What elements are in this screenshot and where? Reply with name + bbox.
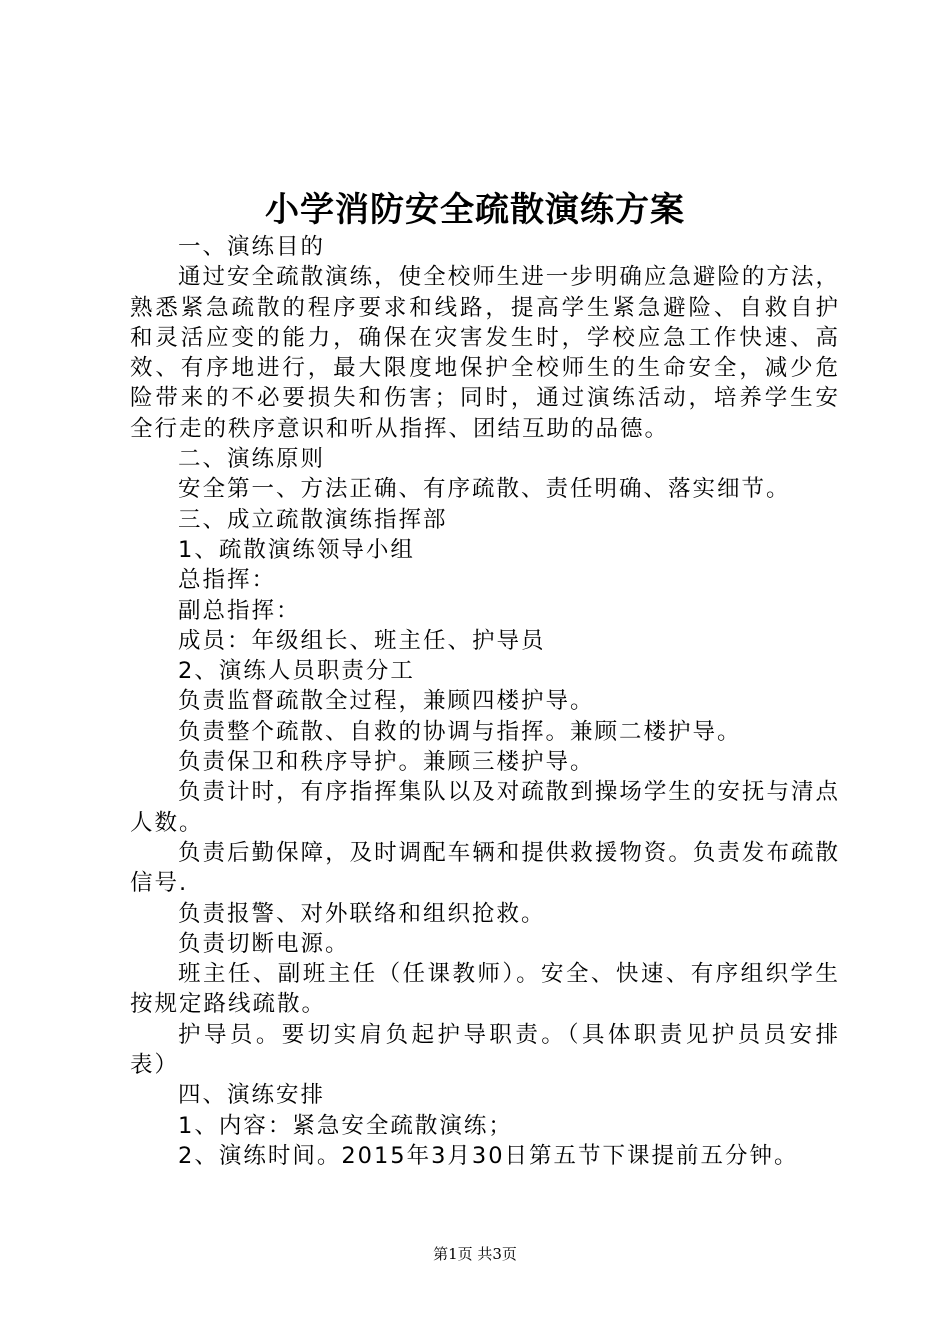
duty-item: 负责切断电源。 [178,930,350,957]
line-deputy-commander: 副总指挥： [178,597,301,624]
document-body [130,232,840,1171]
subheading-duties: 2、演练人员职责分工 [178,658,415,685]
arrangement-time: 2、演练时间。2015年3月30日第五节下课提前五分钟。 [178,1142,799,1169]
section-heading-command: 三、成立疏散演练指挥部 [178,506,448,533]
line-chief-commander: 总指挥： [178,567,277,594]
duty-item: 护导员。要切实肩负起护导职责。（具体职责见护员员安排表） [130,1021,840,1079]
section-heading-arrangement: 四、演练安排 [178,1082,326,1109]
section-heading-purpose: 一、演练目的 [178,234,326,260]
duty-item: 负责保卫和秩序导护。兼顾三楼护导。 [178,749,595,776]
duty-item: 负责后勤保障，及时调配车辆和提供救援物资。负责发布疏散信号. [130,839,840,897]
line-members: 成员：年级组长、班主任、护导员 [178,627,546,654]
duty-item: 负责整个疏散、自救的协调与指挥。兼顾二楼护导。 [178,718,742,745]
paragraph-principles: 安全第一、方法正确、有序疏散、责任明确、落实细节。 [178,476,791,503]
duty-item: 负责计时，有序指挥集队以及对疏散到操场学生的安抚与清点人数。 [130,779,840,836]
duty-item: 负责报警、对外联络和组织抢救。 [178,900,546,927]
arrangement-content: 1、内容：紧急安全疏散演练； [178,1112,513,1139]
section-heading-principles: 二、演练原则 [178,446,326,473]
page-footer: 第1页 共3页 [433,1245,517,1263]
duty-item: 负责监督疏散全过程，兼顾四楼护导。 [178,688,595,715]
subheading-leadership: 1、疏散演练领导小组 [178,536,415,563]
paragraph-purpose: 通过安全疏散演练，使全校师生进一步明确应急避险的方法，熟悉紧急疏散的程序要求和线路，提高学生紧急避险、自救自护和灵活应变的能力，确保在灾害发生时，学校应急工作快速、高效、有序地进行，最大限度地保护全校师生的生命安全，减少危险带来的不必要损失和伤害；同时，通过演练活动，培养学生安全行走的秩序意识和听从指挥、团结互助的品德。 [130,264,840,442]
duty-item: 班主任、副班主任（任课教师）。安全、快速、有序组织学生按规定路线疏散。 [130,961,840,1018]
document-title: 小学消防安全疏散演练方案 [265,190,685,230]
